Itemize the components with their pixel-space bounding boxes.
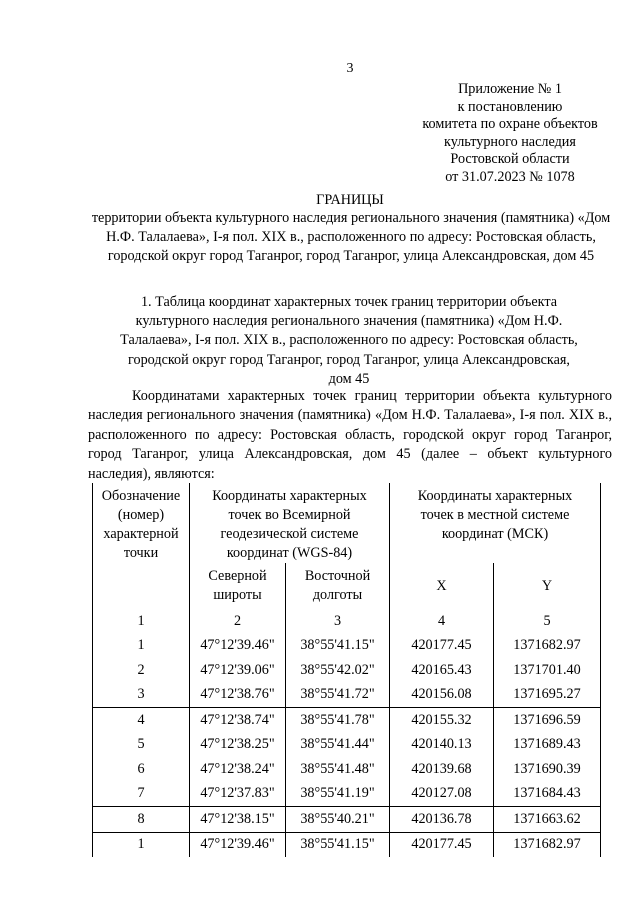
x-cell: 420165.43 (390, 658, 494, 683)
point-number: 6 (93, 757, 190, 782)
table-row (93, 733, 601, 758)
y-cell: 1371684.43 (494, 782, 601, 807)
document-subtitle: территории объекта культурного наследия регионального значения (памятника) «Дом Н.Ф. Талалаева», I-я пол. XIX в., расположенного по адресу: Ростовская область, городской округ город Таганрог, город Таганрог, улица Александровская, дом 45 (91, 210, 611, 265)
table-row (93, 683, 601, 708)
longitude-cell: 38°55'41.19" (286, 782, 390, 807)
latitude-cell: 47°12'38.24" (190, 757, 286, 782)
longitude-cell: 38°55'41.78" (286, 708, 390, 733)
x-cell: 420156.08 (390, 683, 494, 708)
point-number: 7 (93, 782, 190, 807)
longitude-cell: 38°55'41.15" (286, 832, 390, 857)
header-point-designation: Обозначение (номер) характерной точки (93, 483, 190, 609)
x-cell: 420140.13 (390, 733, 494, 758)
latitude-cell: 47°12'39.46" (190, 832, 286, 857)
header-east: Восточной долготы (286, 563, 390, 609)
header-north: Северной широты (190, 563, 286, 609)
point-number: 4 (93, 708, 190, 733)
document-title: ГРАНИЦЫ (316, 192, 384, 208)
y-cell: 1371682.97 (494, 832, 601, 857)
x-cell: 420177.45 (390, 832, 494, 857)
page-number: 3 (346, 61, 354, 76)
x-cell: 420136.78 (390, 807, 494, 833)
appendix-line: культурного наследия (444, 133, 576, 150)
intro-paragraph-text: Координатами характерных точек границ территории объекта культурного наследия регионального значения (памятника) «Дом Н.Ф. Талалаева», I-я пол. XIX в., расположенного по адресу: Ростовская область, городской округ город Таганрог, город Таганрог, улица Александровская, дом 45 (далее – объект культурного наследия), являются: (88, 388, 612, 482)
latitude-cell: 47°12'38.25" (190, 733, 286, 758)
appendix-line: Приложение № 1 (458, 81, 562, 97)
table-row (93, 832, 601, 857)
longitude-cell: 38°55'41.72" (286, 683, 390, 708)
column-number: 1 (93, 609, 190, 634)
appendix-line: от 31.07.2023 № 1078 (445, 168, 575, 185)
table-row (93, 658, 601, 683)
header-wgs-group: Координаты характерных точек во Всемирной геодезической системе координат (WGS-84) (190, 483, 390, 563)
x-cell: 420127.08 (390, 782, 494, 807)
point-number: 2 (93, 658, 190, 683)
latitude-cell: 47°12'39.46" (190, 634, 286, 659)
column-number: 4 (390, 609, 494, 634)
y-cell: 1371682.97 (494, 634, 601, 659)
table-row (93, 757, 601, 782)
x-cell: 420177.45 (390, 634, 494, 659)
table-row (93, 634, 601, 659)
table-row (93, 807, 601, 833)
intro-paragraph (88, 387, 612, 484)
table-header-row (93, 483, 601, 563)
table-row (93, 708, 601, 733)
header-x: X (390, 563, 494, 609)
longitude-cell: 38°55'40.21" (286, 807, 390, 833)
y-cell: 1371696.59 (494, 708, 601, 733)
coordinates-table (92, 483, 601, 857)
table-row (93, 782, 601, 807)
x-cell: 420155.32 (390, 708, 494, 733)
y-cell: 1371695.27 (494, 683, 601, 708)
appendix-line: комитета по охране объектов (422, 116, 598, 133)
column-number: 2 (190, 609, 286, 634)
header-msk-group: Координаты характерных точек в местной системе координат (МСК) (390, 483, 601, 563)
column-number: 5 (494, 609, 601, 634)
appendix-line: Ростовской области (450, 151, 570, 168)
longitude-cell: 38°55'41.15" (286, 634, 390, 659)
latitude-cell: 47°12'38.76" (190, 683, 286, 708)
section-heading: 1. Таблица координат характерных точек границ территории объекта культурного наследия регионального значения (памятника) «Дом Н.Ф. Талалаева», I-я пол. XIX в., расположенного по адресу: Ростовская область, городской округ город Таганрог, город Таганрог, улица Александровская, дом 45 (120, 294, 578, 387)
y-cell: 1371690.39 (494, 757, 601, 782)
appendix-line: к постановлению (457, 98, 563, 115)
point-number: 1 (93, 832, 190, 857)
y-cell: 1371701.40 (494, 658, 601, 683)
y-cell: 1371689.43 (494, 733, 601, 758)
point-number: 8 (93, 807, 190, 833)
longitude-cell: 38°55'42.02" (286, 658, 390, 683)
latitude-cell: 47°12'38.74" (190, 708, 286, 733)
column-number-row (93, 609, 601, 634)
latitude-cell: 47°12'38.15" (190, 807, 286, 833)
longitude-cell: 38°55'41.48" (286, 757, 390, 782)
appendix-block (380, 81, 640, 187)
point-number: 3 (93, 683, 190, 708)
longitude-cell: 38°55'41.44" (286, 733, 390, 758)
latitude-cell: 47°12'37.83" (190, 782, 286, 807)
y-cell: 1371663.62 (494, 807, 601, 833)
latitude-cell: 47°12'39.06" (190, 658, 286, 683)
column-number: 3 (286, 609, 390, 634)
x-cell: 420139.68 (390, 757, 494, 782)
point-number: 5 (93, 733, 190, 758)
point-number: 1 (93, 634, 190, 659)
header-y: Y (494, 563, 601, 609)
